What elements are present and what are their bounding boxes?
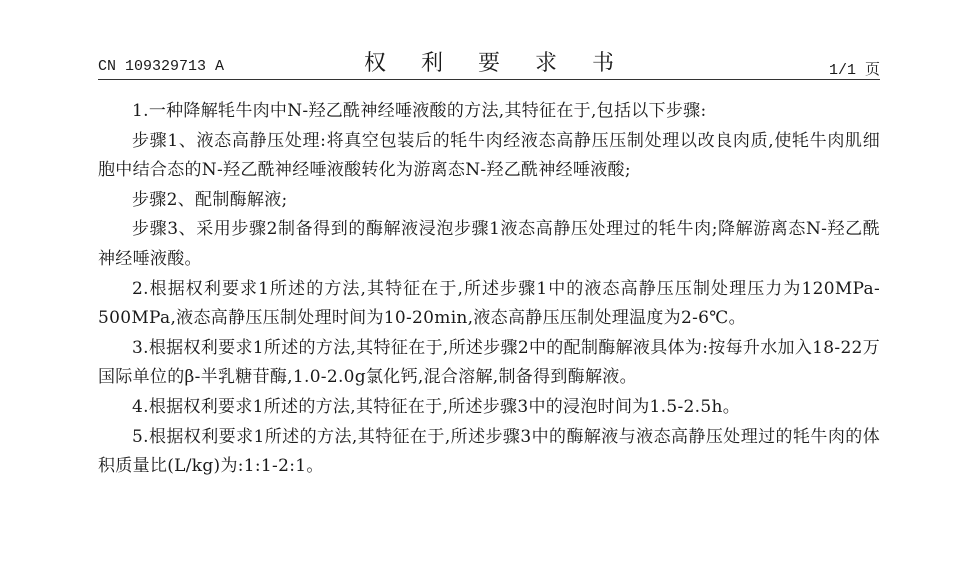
claim-1-step-2: 步骤2、配制酶解液;	[132, 189, 288, 210]
document-title: 权 利 要 求 书	[364, 51, 628, 76]
publication-number: CN 109329713 A	[98, 58, 225, 75]
claim-1-step-1: 步骤1、液态高静压处理:将真空包装后的牦牛肉经液态高静压压制处理以改良肉质,使牦牛肉肌细胞中结合态的N-羟乙酰神经唾液酸转化为游离态N-羟乙酰神经唾液酸;	[98, 130, 880, 181]
header-divider	[98, 79, 880, 80]
claim-5: 5.根据权利要求1所述的方法,其特征在于,所述步骤3中的酶解液与液态高静压处理过的牦牛肉的体积质量比(L/kg)为:1:1-2:1。	[98, 426, 880, 477]
claim-4: 4.根据权利要求1所述的方法,其特征在于,所述步骤3中的浸泡时间为1.5-2.5h。	[132, 396, 741, 417]
claim-2: 2.根据权利要求1所述的方法,其特征在于,所述步骤1中的液态高静压压制处理压力为120MPa-500MPa,液态高静压压制处理时间为10-20min,液态高静压压制处理温度为2-6℃。	[98, 278, 880, 329]
claim-1-intro: 1.一种降解牦牛肉中N-羟乙酰神经唾液酸的方法,其特征在于,包括以下步骤:	[132, 101, 707, 121]
page-count: 1/1 页	[828, 62, 880, 79]
claim-3: 3.根据权利要求1所述的方法,其特征在于,所述步骤2中的配制酶解液具体为:按每升水加入18-22万国际单位的β-半乳糖苷酶,1.0-2.0g氯化钙,混合溶解,制备得到酶解液。	[98, 337, 880, 388]
claims-body	[98, 97, 880, 482]
page-header	[98, 44, 880, 80]
claim-1-step-3: 步骤3、采用步骤2制备得到的酶解液浸泡步骤1液态高静压处理过的牦牛肉;降解游离态N-羟乙酰神经唾液酸。	[98, 219, 880, 269]
